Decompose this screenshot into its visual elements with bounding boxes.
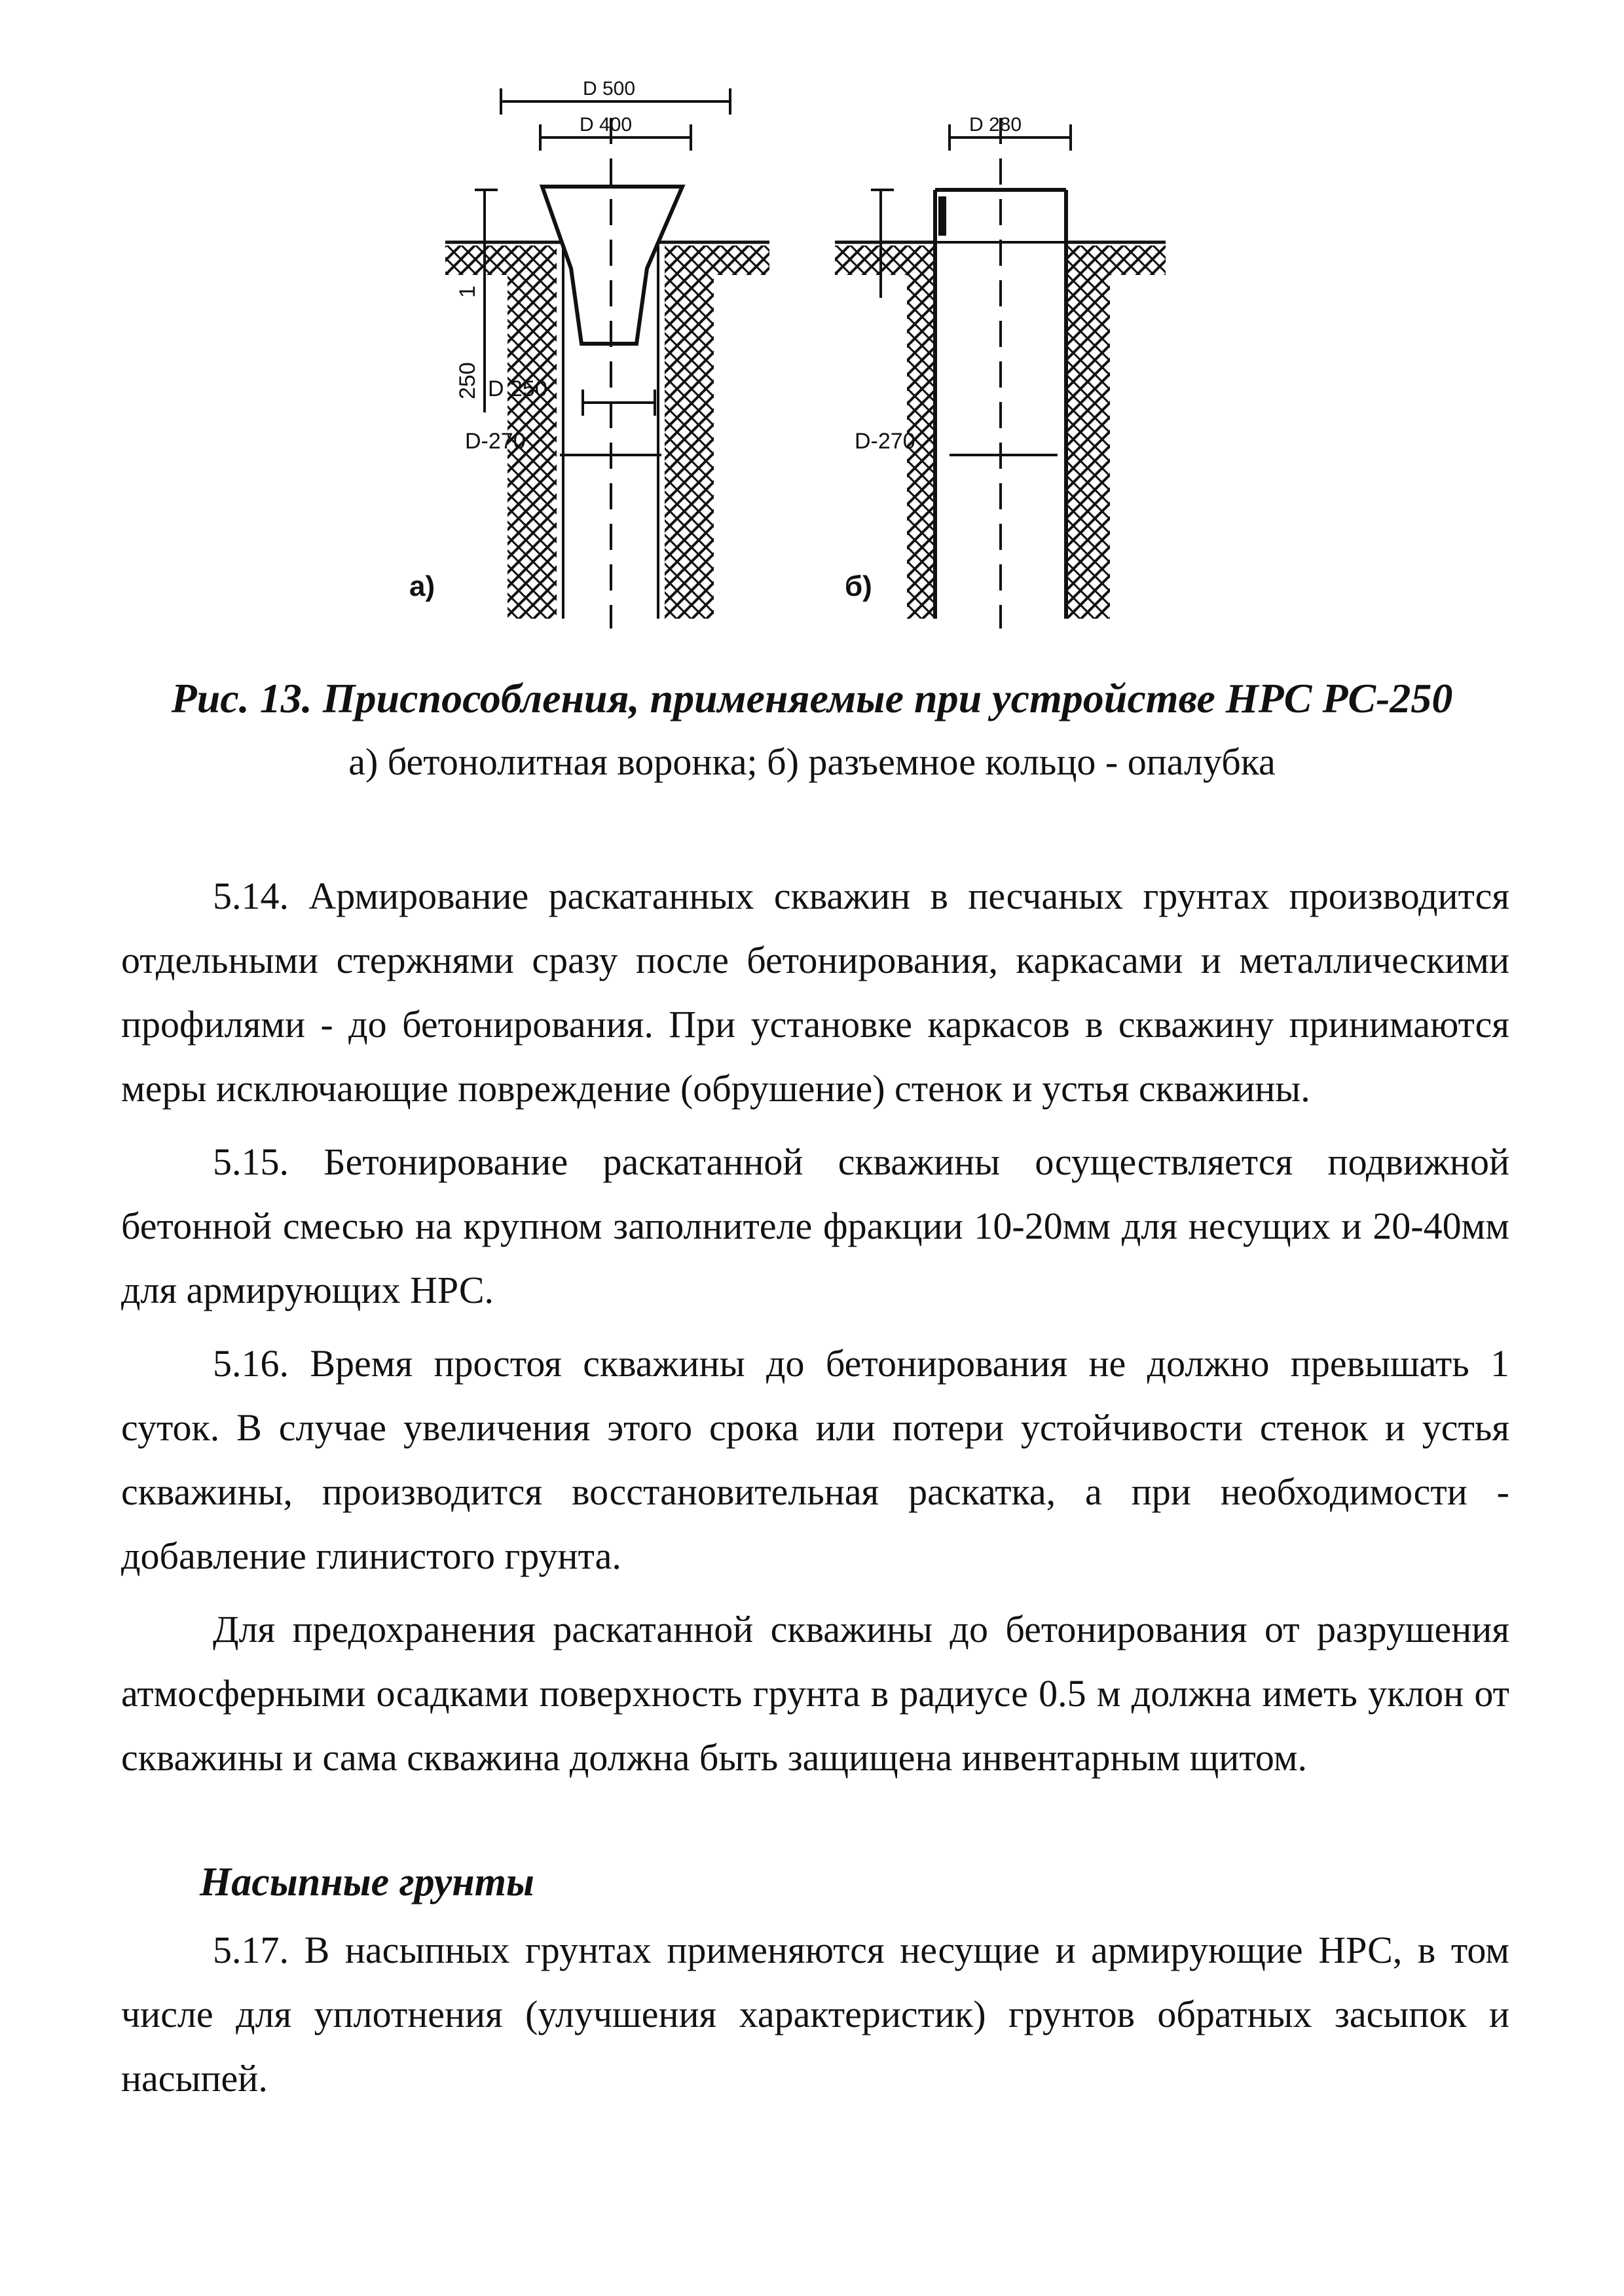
dim-d400: D 400 bbox=[580, 114, 633, 136]
body-text-fill-soils bbox=[121, 1918, 1509, 2120]
paragraph-protection: Для предохранения раскатанной скважины до бетонирования от разрушения атмосферными осадками поверхность грунта в радиусе 0.5 м должна иметь уклон от скважины и сама скважина должна быть защищена инвентарным щитом. bbox=[121, 1608, 1509, 1779]
body-text-main bbox=[121, 864, 1509, 1799]
figure-caption-title: Рис. 13. Приспособления, применяемые при устройстве НРС РС-250 bbox=[171, 675, 1453, 721]
dim-d250: D 250 bbox=[488, 376, 547, 401]
dim-d270-a: D-270 bbox=[465, 429, 526, 454]
paragraph-5-15: 5.15. Бетонирование раскатанной скважины осуществляется подвижной бетонной смесью на крупном заполнителе фракции 10-20мм для несущих и 20-40мм для армирующих НРС. bbox=[121, 1140, 1509, 1311]
paragraph-5-17: 5.17. В насыпных грунтах применяются несущие и армирующие НРС, в том числе для уплотнения (улучшения характеристик) грунтов обратных засыпок и насыпей. bbox=[121, 1929, 1509, 2100]
dim-depth-1: 1 bbox=[455, 285, 480, 298]
section-heading: Насыпные грунты bbox=[200, 1860, 534, 1904]
dim-d280: D 280 bbox=[969, 114, 1022, 136]
soil-right-a bbox=[665, 246, 714, 619]
figure-caption-subtitle: а) бетонолитная воронка; б) разъемное кольцо - опалубка bbox=[348, 740, 1276, 783]
drawing-b bbox=[835, 114, 1166, 629]
label-a: а) bbox=[409, 570, 435, 602]
dim-depth-250: 250 bbox=[455, 362, 480, 399]
paragraph-5-16: 5.16. Время простоя скважины до бетонирования не должно превышать 1 суток. В случае увеличения этого срока или потери устойчивости стенок и устья скважины, производится восстановительная раскатка, а при необходимости - добавление глинистого грунта. bbox=[121, 1342, 1509, 1577]
paragraph-5-14: 5.14. Армирование раскатанных скважин в песчаных грунтах производится отдельными стержнями сразу после бетонирования, каркасами и металлическими профилями - до бетонирования. При установке каркасов в скважину принимаются меры исключающие повреждение (обрушение) стенок и устья скважины. bbox=[121, 875, 1509, 1110]
soil-right-b bbox=[1064, 246, 1110, 619]
ring-clamp bbox=[938, 196, 946, 236]
dim-d500: D 500 bbox=[583, 78, 636, 100]
dim-d270-b: D-270 bbox=[855, 429, 915, 454]
figure-13 bbox=[0, 0, 1624, 655]
drawing-a bbox=[409, 78, 769, 629]
figure-drawing bbox=[0, 0, 1624, 655]
label-b: б) bbox=[845, 570, 872, 602]
